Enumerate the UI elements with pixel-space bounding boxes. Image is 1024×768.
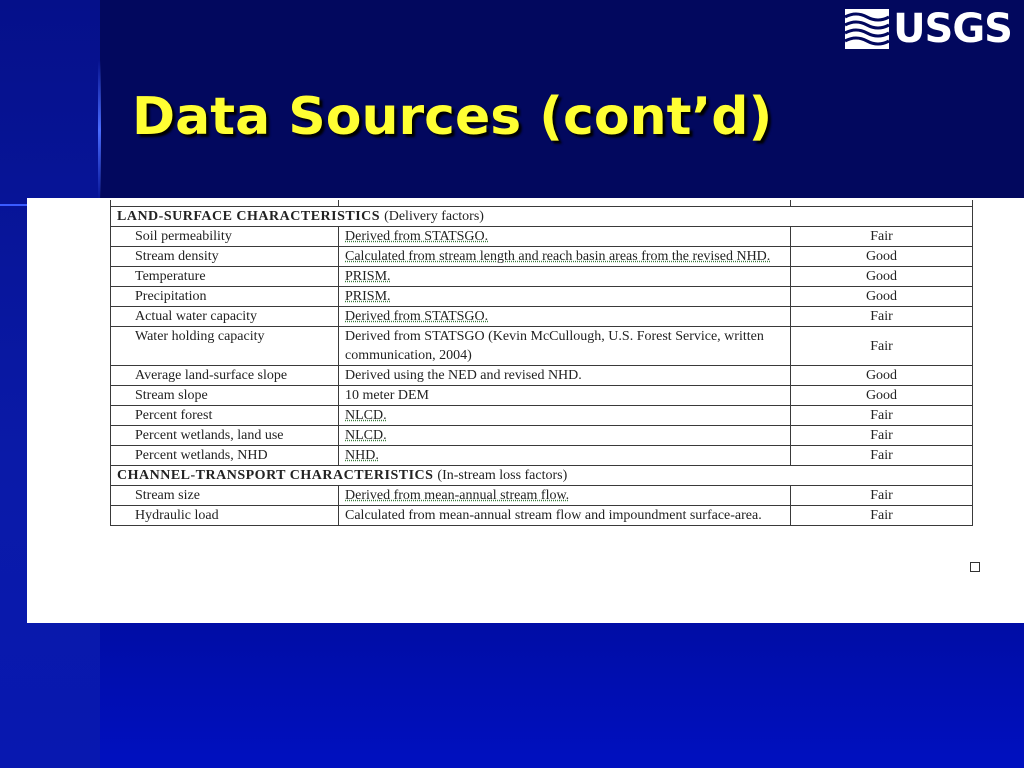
characteristic-name: Stream size [111,486,339,506]
data-source [339,446,791,466]
quality-rating: Good [791,287,973,307]
characteristic-name: Percent forest [111,406,339,426]
data-source: Calculated from mean-annual stream flow and impoundment surface-area. [339,506,791,526]
characteristic-name: Hydraulic load [111,506,339,526]
table-row [111,446,973,466]
table-row [111,287,973,307]
table-row [111,406,973,426]
table-row [111,247,973,267]
table-row [111,386,973,406]
characteristic-name: Soil permeability [111,227,339,247]
table-row [111,486,973,506]
section-title: CHANNEL-TRANSPORT CHARACTERISTICS [117,468,434,483]
quality-rating: Fair [791,327,973,366]
data-source [339,267,791,287]
section-title: LAND-SURFACE CHARACTERISTICS [117,209,381,224]
data-source [339,287,791,307]
section-subtitle: (Delivery factors) [384,209,484,224]
data-source [339,426,791,446]
characteristic-name: Actual water capacity [111,307,339,327]
characteristic-name: Precipitation [111,287,339,307]
left-rule-line [0,204,30,206]
data-sources-table [110,200,973,526]
logo-text: USGS [893,6,1012,52]
data-source [339,247,791,267]
quality-rating: Good [791,247,973,267]
table-row [111,366,973,386]
quality-rating: Fair [791,446,973,466]
source-text: Calculated from stream length and reach basin areas from the revised NHD. [345,249,771,264]
data-source [339,227,791,247]
characteristic-name: Temperature [111,267,339,287]
characteristic-name: Stream density [111,247,339,267]
section-cell [111,207,973,227]
quality-rating: Good [791,366,973,386]
table-row [111,506,973,526]
source-text: NLCD. [345,428,387,443]
usgs-wave-icon [845,9,889,49]
characteristic-name: Percent wetlands, land use [111,426,339,446]
resize-handle[interactable] [970,562,980,572]
section-header-land-surface [111,207,973,227]
table-row [111,307,973,327]
section-header-channel-transport [111,466,973,486]
characteristic-name: Stream slope [111,386,339,406]
characteristic-name: Percent wetlands, NHD [111,446,339,466]
data-source: Derived from STATSGO (Kevin McCullough, U.S. Forest Service, written communication, 2004) [339,327,791,366]
data-source [339,406,791,426]
left-strip-highlight [98,60,101,200]
source-text: Derived from STATSGO. [345,229,489,244]
source-text: NLCD. [345,408,387,423]
section-subtitle: (In-stream loss factors) [437,468,568,483]
quality-rating: Fair [791,307,973,327]
source-text: Derived from STATSGO. [345,309,489,324]
section-cell [111,466,973,486]
characteristic-name: Average land-surface slope [111,366,339,386]
data-source [339,307,791,327]
source-text: Derived from mean-annual stream flow. [345,488,570,503]
data-source [339,486,791,506]
usgs-logo [845,8,1012,50]
table-row [111,227,973,247]
source-text: PRISM. [345,289,391,304]
data-source: 10 meter DEM [339,386,791,406]
table-row [111,267,973,287]
quality-rating: Good [791,267,973,287]
characteristic-name: Water holding capacity [111,327,339,366]
quality-rating: Fair [791,227,973,247]
data-source: Derived using the NED and revised NHD. [339,366,791,386]
source-text: PRISM. [345,269,391,284]
quality-rating: Fair [791,406,973,426]
table-row [111,327,973,366]
quality-rating: Fair [791,486,973,506]
table-row [111,426,973,446]
quality-rating: Fair [791,506,973,526]
quality-rating: Good [791,386,973,406]
slide-title: Data Sources (cont’d) [132,87,773,147]
source-text: NHD. [345,448,379,463]
quality-rating: Fair [791,426,973,446]
